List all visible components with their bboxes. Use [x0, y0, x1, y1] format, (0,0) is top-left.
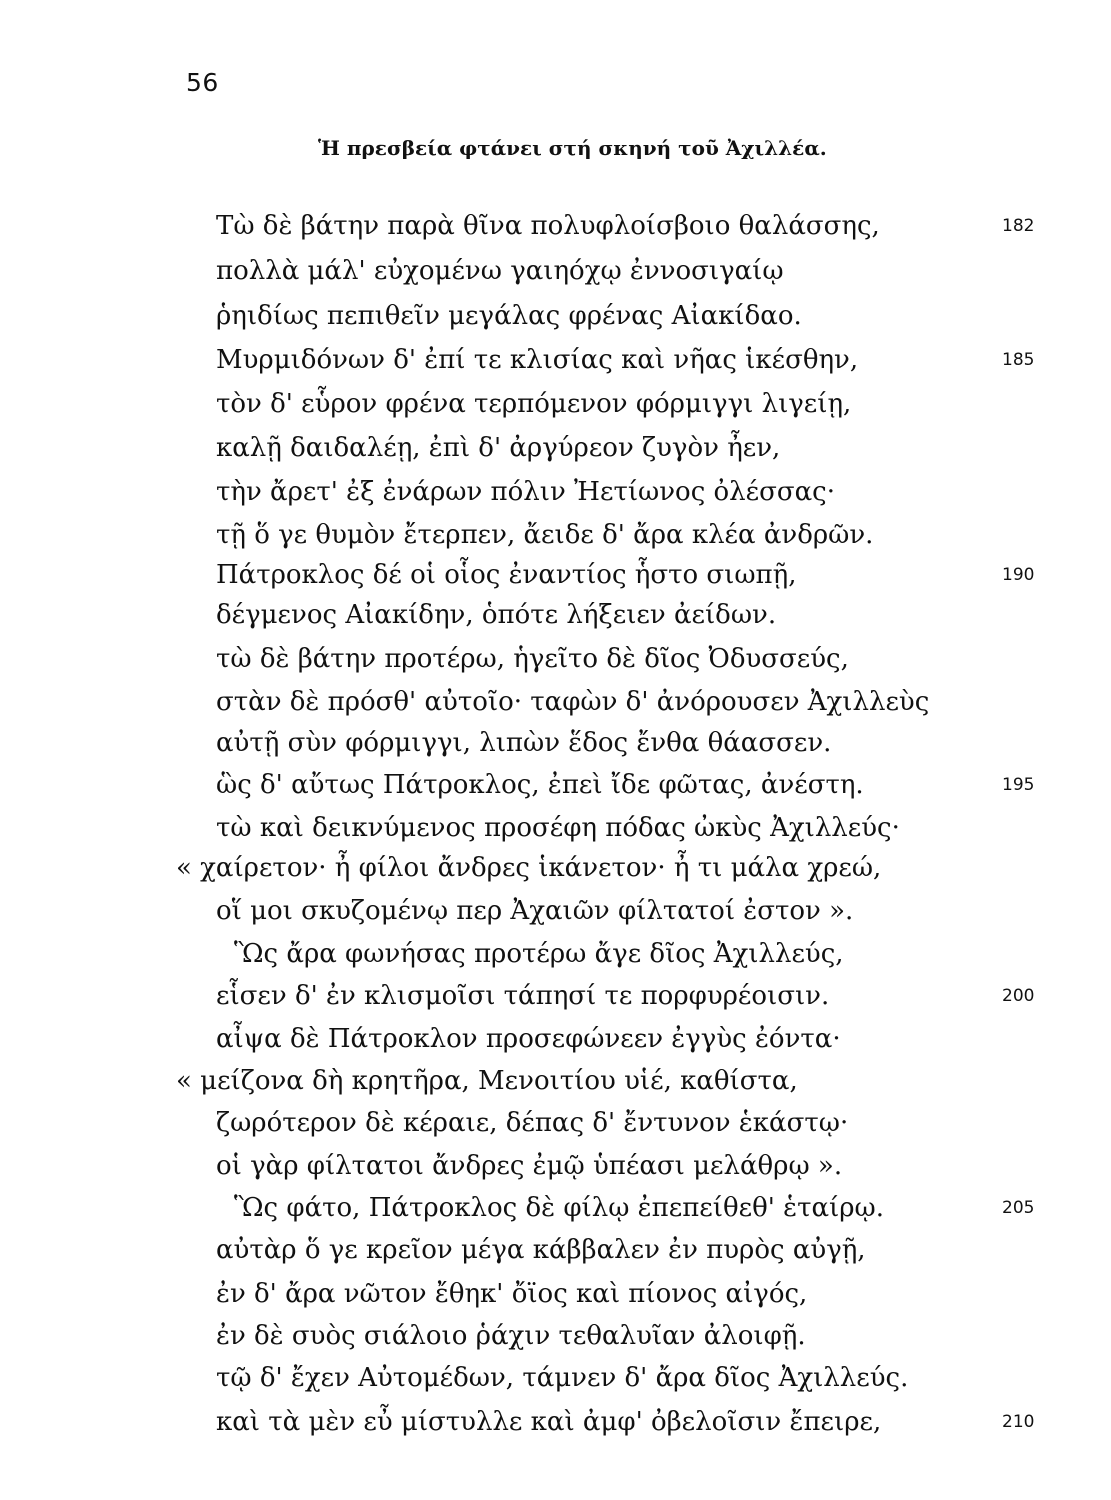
verse-line: Ὣς ἄρα φωνήσας προτέρω ἄγε δῖος Ἀχιλλεύς,: [234, 939, 844, 969]
verse-line: τὼ καὶ δεικνύμενος προσέφη πόδας ὠκὺς Ἀχιλλεύς·: [216, 813, 900, 843]
verse-line: ὣς δ' αὔτως Πάτροκλος, ἐπεὶ ἴδε φῶτας, ἀνέστη.: [216, 770, 864, 800]
verse-line: τὴν ἄρετ' ἐξ ἐνάρων πόλιν Ἠετίωνος ὀλέσσας·: [216, 477, 835, 507]
verse-line: τὼ δὲ βάτην προτέρω, ἡγεῖτο δὲ δῖος Ὀδυσσεύς,: [216, 644, 849, 674]
verse-line: ἐν δ' ἄρα νῶτον ἔθηκ' ὄϊος καὶ πίονος αἰγός,: [216, 1279, 808, 1309]
verse-line: οἱ γὰρ φίλτατοι ἄνδρες ἐμῷ ὑπέασι μελάθρῳ ».: [216, 1151, 843, 1181]
line-number: 182: [1002, 216, 1035, 236]
verse-line: Πάτροκλος δέ οἱ οἷος ἐναντίος ἧστο σιωπῇ,: [216, 560, 797, 590]
verse-line: Τὼ δὲ βάτην παρὰ θῖνα πολυφλοίσβοιο θαλάσσης,: [216, 211, 880, 241]
verse-line: τῷ δ' ἔχεν Αὐτομέδων, τάμνεν δ' ἄρα δῖος Ἀχιλλεύς.: [216, 1363, 909, 1393]
line-number: 200: [1002, 986, 1035, 1006]
verse-line: τῇ ὅ γε θυμὸν ἔτερπεν, ἄειδε δ' ἄρα κλέα ἀνδρῶν.: [216, 520, 874, 550]
section-heading: Ἡ πρεσβεία φτάνει στή σκηνή τοῦ Ἀχιλλέα.: [318, 136, 827, 160]
verse-line: ἐν δὲ συὸς σιάλοιο ῥάχιν τεθαλυῖαν ἀλοιφῇ.: [216, 1321, 806, 1351]
verse-line: τὸν δ' εὗρον φρένα τερπόμενον φόρμιγγι λιγείῃ,: [216, 389, 852, 419]
verse-line: στὰν δὲ πρόσθ' αὐτοῖο· ταφὼν δ' ἀνόρουσεν Ἀχιλλεὺς: [216, 687, 930, 717]
line-number: 205: [1002, 1198, 1035, 1218]
verse-line: καὶ τὰ μὲν εὖ μίστυλλε καὶ ἀμφ' ὀβελοῖσιν ἔπειρε,: [216, 1407, 882, 1437]
verse-line: « μείζονα δὴ κρητῆρα, Μενοιτίου υἱέ, καθίστα,: [176, 1066, 798, 1096]
verse-line: εἷσεν δ' ἐν κλισμοῖσι τάπησί τε πορφυρέοισιν.: [216, 981, 830, 1011]
verse-line: αὐτῇ σὺν φόρμιγγι, λιπὼν ἕδος ἔνθα θάασσεν.: [216, 728, 832, 758]
line-number: 190: [1002, 565, 1035, 585]
verse-line: πολλὰ μάλ' εὐχομένω γαιηόχῳ ἐννοσιγαίῳ: [216, 256, 784, 286]
verse-line: ῥηιδίως πεπιθεῖν μεγάλας φρένας Αἰακίδαο.: [216, 301, 802, 331]
verse-line: δέγμενος Αἰακίδην, ὁπότε λήξειεν ἀείδων.: [216, 600, 777, 630]
page-number: 56: [186, 68, 219, 97]
line-number: 210: [1002, 1412, 1035, 1432]
line-number: 195: [1002, 775, 1035, 795]
verse-line: οἵ μοι σκυζομένῳ περ Ἀχαιῶν φίλτατοί ἐστον ».: [216, 896, 854, 926]
verse-line: αἶψα δὲ Πάτροκλον προσεφώνεεν ἐγγὺς ἐόντα·: [216, 1024, 841, 1054]
verse-line: Ὣς φάτο, Πάτροκλος δὲ φίλῳ ἐπεπείθεθ' ἑταίρῳ.: [234, 1193, 884, 1223]
verse-line: Μυρμιδόνων δ' ἐπί τε κλισίας καὶ νῆας ἱκέσθην,: [216, 345, 859, 375]
verse-line: καλῇ δαιδαλέῃ, ἐπὶ δ' ἀργύρεον ζυγὸν ἦεν,: [216, 433, 781, 463]
verse-line: « χαίρετον· ἦ φίλοι ἄνδρες ἱκάνετον· ἦ τι μάλα χρεώ,: [176, 853, 882, 883]
line-number: 185: [1002, 350, 1035, 370]
verse-line: ζωρότερον δὲ κέραιε, δέπας δ' ἔντυνον ἑκάστῳ·: [216, 1108, 849, 1138]
verse-line: αὐτὰρ ὅ γε κρεῖον μέγα κάββαλεν ἐν πυρὸς αὐγῇ,: [216, 1235, 866, 1265]
